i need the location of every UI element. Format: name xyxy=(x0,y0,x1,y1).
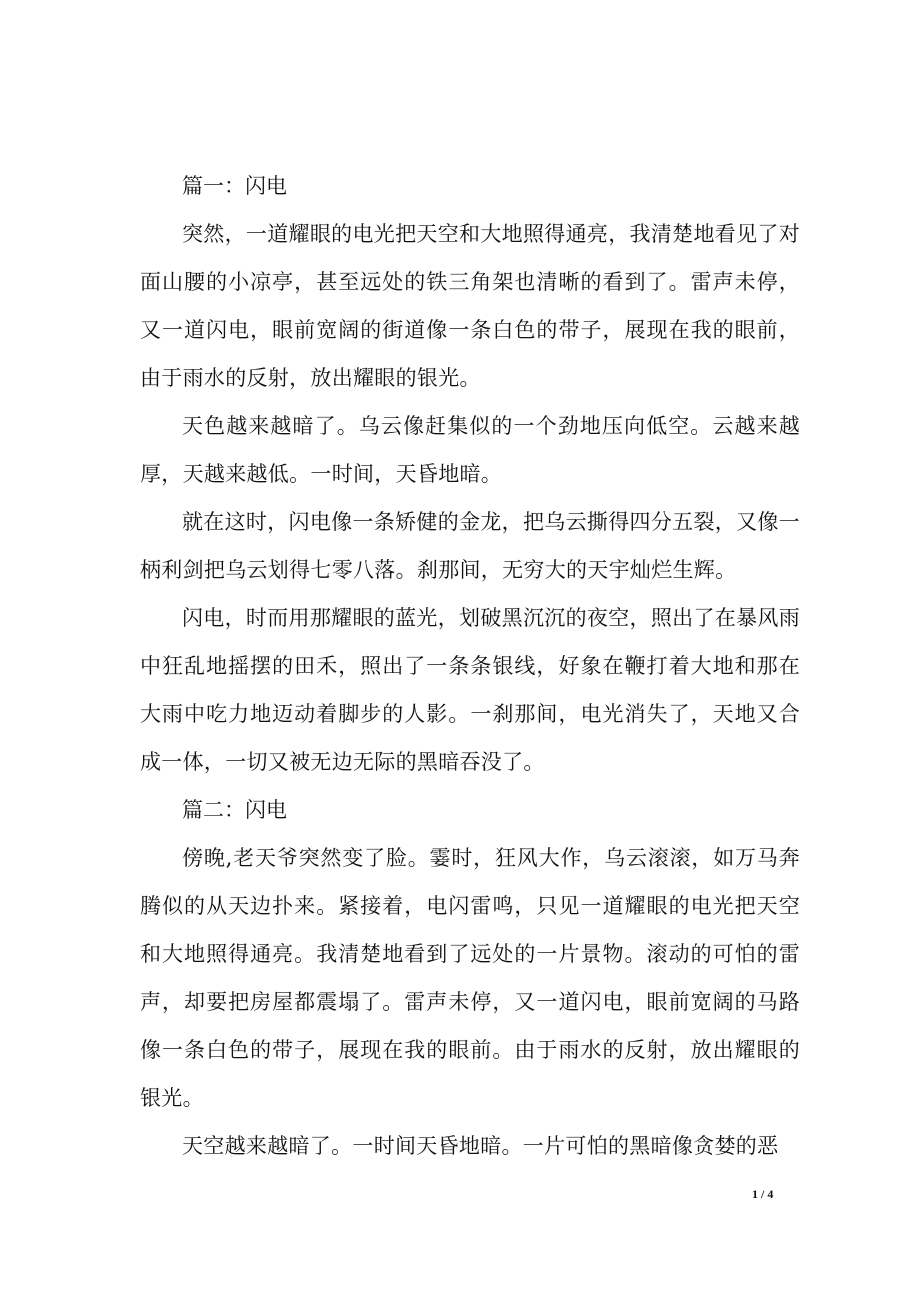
section-heading-2: 篇二：闪电 xyxy=(182,798,287,822)
paragraph-4: 闪电，时而用那耀眼的蓝光，划破黑沉沉的夜空，照出了在暴风雨中狂乱地摇摆的田禾，照出了一条条银线，好象在鞭打着大地和那在大雨中吃力地迈动着脚步的人影。一刹那间，电光消失了，天地又合成一体，一切又被无边无际的黑暗吞没了。 xyxy=(140,606,800,774)
paragraph-1: 突然，一道耀眼的电光把天空和大地照得通亮，我清楚地看见了对面山腰的小凉亭，甚至远处的铁三角架也清晰的看到了。雷声未停，又一道闪电，眼前宽阔的街道像一条白色的带子，展现在我的眼前，由于雨水的反射，放出耀眼的银光。 xyxy=(140,222,800,390)
paragraph-3: 就在这时，闪电像一条矫健的金龙，把乌云撕得四分五裂，又像一柄利剑把乌云划得七零八落。刹那间，无穷大的天宇灿烂生辉。 xyxy=(140,510,800,582)
paragraph-5: 傍晚,老天爷突然变了脸。霎时，狂风大作，乌云滚滚，如万马奔腾似的从天边扑来。紧接着，电闪雷鸣，只见一道耀眼的电光把天空和大地照得通亮。我清楚地看到了远处的一片景物。滚动的可怕的雷声，却要把房屋都震塌了。雷声未停，又一道闪电，眼前宽阔的马路像一条白色的带子，展现在我的眼前。由于雨水的反射，放出耀眼的银光。 xyxy=(140,846,800,1110)
document-body xyxy=(140,162,800,1170)
paragraph-6: 天空越来越暗了。一时间天昏地暗。一片可怕的黑暗像贪婪的恶 xyxy=(182,1134,779,1158)
paragraph-2: 天色越来越暗了。乌云像赶集似的一个劲地压向低空。云越来越厚，天越来越低。一时间，天昏地暗。 xyxy=(140,414,800,486)
section-heading-1: 篇一：闪电 xyxy=(182,174,287,198)
page-number: 1 / 4 xyxy=(752,1187,774,1201)
